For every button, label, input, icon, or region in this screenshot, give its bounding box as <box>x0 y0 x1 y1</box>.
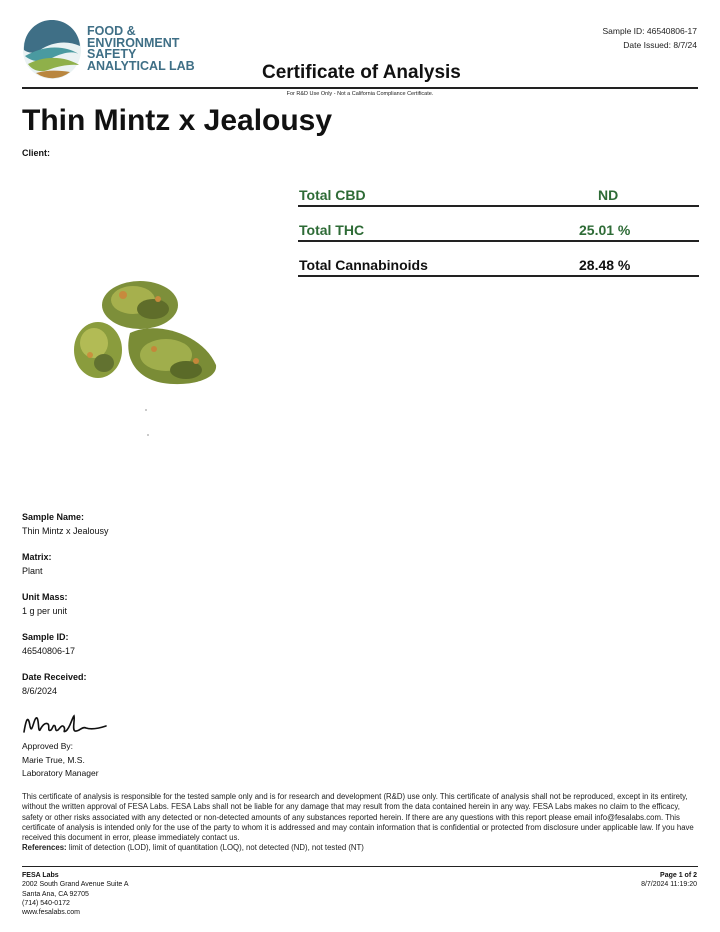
signature-image <box>22 706 108 740</box>
date-issued-line: Date Issued: 8/7/24 <box>623 40 697 50</box>
logo-wordmark <box>87 26 195 72</box>
info-value: Thin Mintz x Jealousy <box>22 525 109 536</box>
bud-top <box>102 281 178 329</box>
approver-name: Marie True, M.S. <box>22 754 85 765</box>
total-row-cannabinoids <box>298 242 699 277</box>
product-photo <box>68 275 228 450</box>
footer-address <box>22 871 129 917</box>
approved-by-label: Approved By: <box>22 741 74 751</box>
info-value: Plant <box>22 565 43 576</box>
legal-disclaimer: This certificate of analysis is responsible for the tested sample only and is for research and development (R&D) use only. This certificate of analysis shall not be reproduced, except in its entirety, without the written approval of FESA Labs. FESA Labs shall not be liable for any damage that may result from the data contained herein in any way. FESA Labs makes no claim to the efficacy, safety or other risks associated with any detected or non-detected amounts of any substances reported herein. If there are any questions with this report please email info@fesalabs.com. This certificate of analysis is intended only for the use of the party to whom it is addressed and may contain information that is confidential or protected from disclosure under applicable law. If you have received this document in error, please immediately contact us. <box>22 792 694 843</box>
approver-title: Laboratory Manager <box>22 768 99 778</box>
page-number: Page 1 of 2 <box>660 872 697 879</box>
logo-line: ENVIRONMENT <box>87 35 180 50</box>
logo-line: SAFETY <box>87 47 137 61</box>
info-value: 1 g per unit <box>22 605 68 616</box>
footer-phone: (714) 540-0172 <box>22 899 70 907</box>
info-value: 46540806-17 <box>22 645 76 656</box>
footer-timestamp: 8/7/2024 11:19:20 <box>641 881 697 889</box>
client-label: Client: <box>22 148 50 158</box>
footer-divider <box>22 866 698 867</box>
total-row-cbd <box>298 172 699 207</box>
total-value: 28.48 % <box>579 257 631 273</box>
total-value: ND <box>598 187 619 203</box>
references-text: limit of detection (LOD), limit of quantitation (LOQ), not detected (ND), not tested (NT) <box>68 843 364 852</box>
header-meta <box>602 24 697 52</box>
approval-block <box>22 740 99 781</box>
info-sample-name <box>22 511 109 538</box>
references-label: References: <box>22 843 67 852</box>
footer-website[interactable]: www.fesalabs.com <box>22 909 80 917</box>
info-label: Unit Mass: <box>22 592 68 602</box>
footer-address-line: 2002 South Grand Avenue Suite A <box>22 881 129 889</box>
sample-info <box>22 511 109 711</box>
footer-company: FESA Labs <box>22 872 59 879</box>
sample-id-line: Sample ID: 46540806-17 <box>602 26 697 36</box>
bud-right <box>128 328 216 384</box>
info-label: Sample Name: <box>22 512 85 522</box>
references <box>22 843 364 852</box>
footer-page-info <box>641 871 697 890</box>
logo-line: FOOD & <box>87 24 136 38</box>
totals-summary <box>298 172 699 277</box>
info-label: Matrix: <box>22 552 52 562</box>
logo-line: ANALYTICAL LAB <box>87 58 195 73</box>
info-value: 8/6/2024 <box>22 685 58 696</box>
bud-left <box>74 322 122 378</box>
document-title: Certificate of Analysis <box>262 62 461 83</box>
total-label: Total CBD <box>299 187 366 203</box>
info-sample-id <box>22 631 109 658</box>
info-unit-mass <box>22 591 109 618</box>
total-row-thc <box>298 207 699 242</box>
info-label: Sample ID: <box>22 632 69 642</box>
total-value: 25.01 % <box>579 222 631 238</box>
info-date-received <box>22 671 109 698</box>
total-label: Total THC <box>299 222 365 238</box>
sample-title: Thin Mintz x Jealousy <box>22 104 333 137</box>
rd-disclaimer: For R&D Use Only - Not a California Compliance Certificate. <box>286 91 434 97</box>
info-label: Date Received: <box>22 672 87 682</box>
fesa-logo-icon <box>22 20 82 80</box>
footer-address-line: Santa Ana, CA 92705 <box>22 890 89 898</box>
info-matrix <box>22 551 109 578</box>
total-label: Total Cannabinoids <box>299 257 428 273</box>
header-divider <box>22 87 698 89</box>
